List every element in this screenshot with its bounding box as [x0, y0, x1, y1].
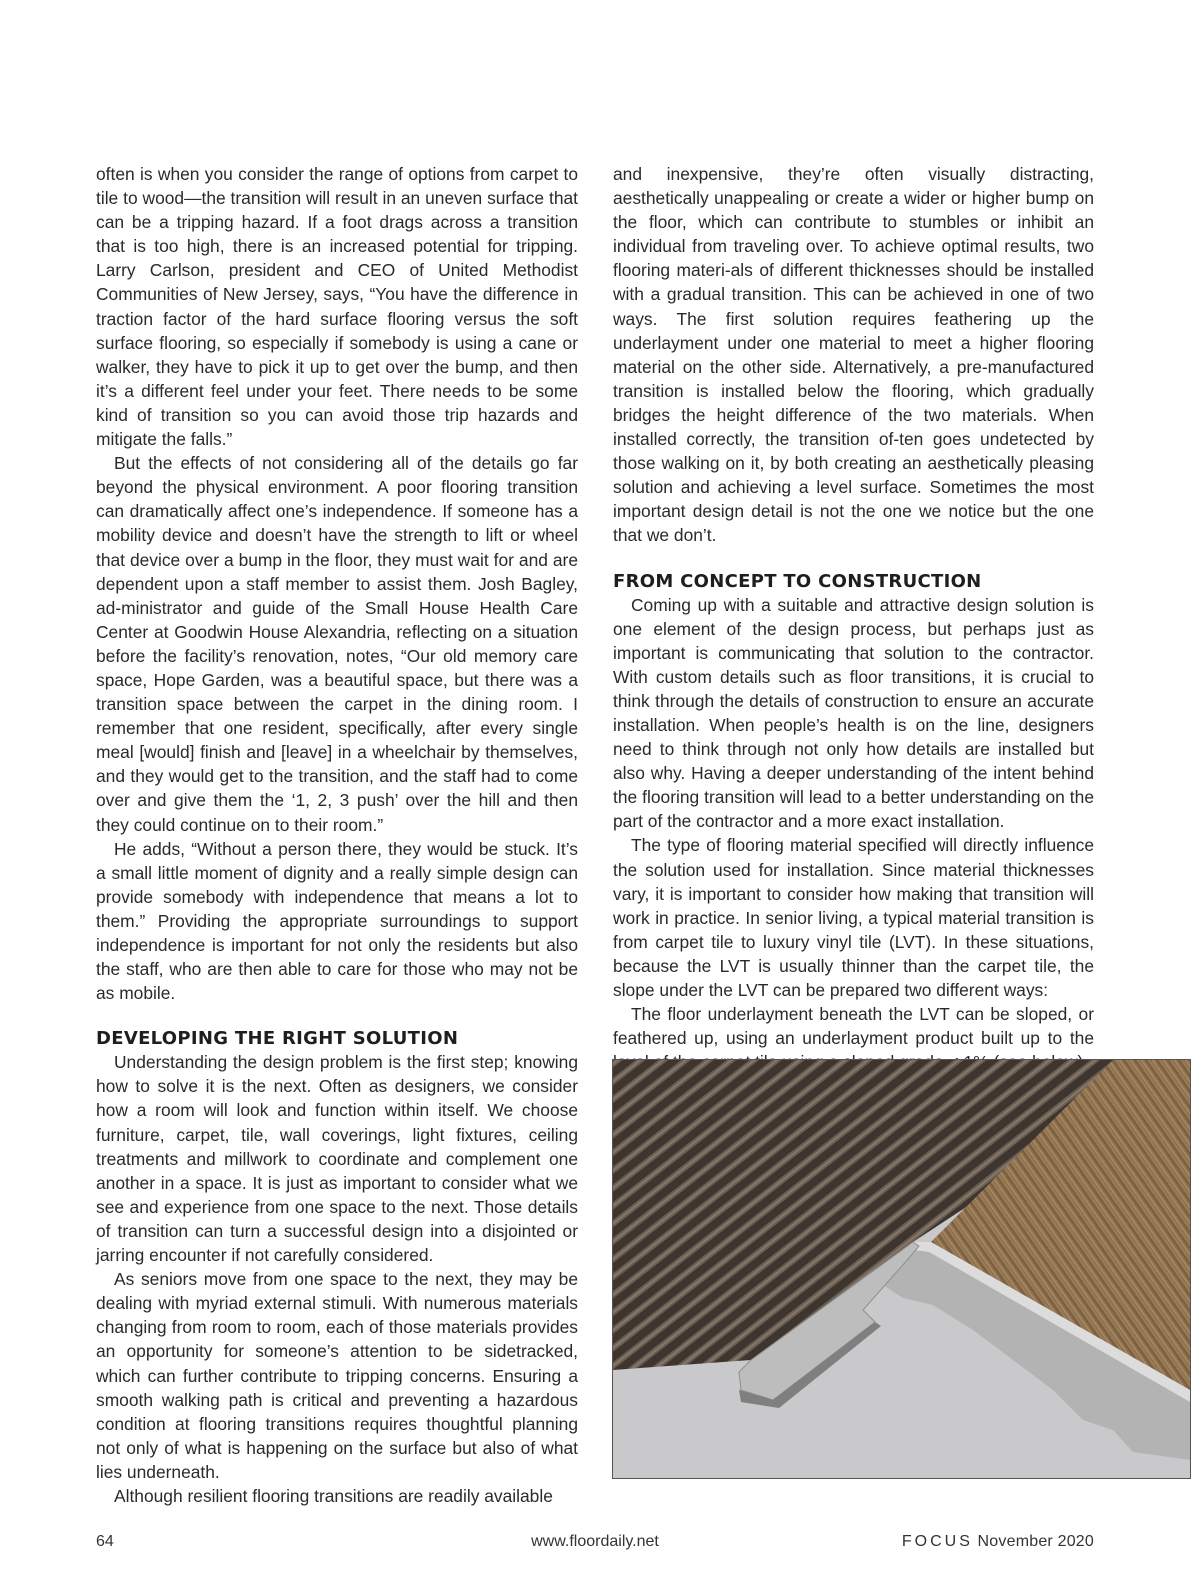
issue-date: November 2020 — [977, 1533, 1094, 1550]
section-heading-developing: DEVELOPING THE RIGHT SOLUTION — [96, 1028, 459, 1050]
left-paragraph-4: Understanding the design problem is the first step; knowing how to solve it is the next. Often as designers, we consider how a room will look and function within itself. We choose furniture, carpet, tile, wall coverings, light fixtures, ceiling treatments and millwork to coordinate and complement one another in a space. It is just as important to consider what we see and experience from one space to the next. Those details of transition can turn a successful design into a disjointed or jarring encounter if not carefully considered. — [96, 1052, 578, 1266]
website-url[interactable]: www.floordaily.net — [531, 1533, 659, 1550]
section-heading-concept: FROM CONCEPT TO CONSTRUCTION — [613, 570, 982, 592]
right-paragraph-2: Coming up with a suitable and attractive design solution is one element of the design process, but perhaps just as important is communicating that solution to the contractor. With custom details such as floor transitions, it is crucial to think through the details of construction to ensure an accurate installation. When people’s health is on the line, designers need to think through not only how details are installed but also why. Having a deeper understanding of the intent behind the flooring transition will lead to a better understanding on the part of the contractor and a more exact installation. — [613, 594, 1094, 832]
right-column — [613, 162, 1094, 1074]
page-number: 64 — [96, 1533, 114, 1550]
publication-info — [902, 1533, 1094, 1551]
left-paragraph-5: As seniors move from one space to the next, they may be dealing with myriad external stimuli. With numerous materials changing from room to room, each of those materials provides an opportunity for someone’s attention to be sidetracked, which can further contribute to tripping concerns. Ensuring a smooth walking path is critical and preventing a hazardous condition at flooring transitions requires thoughtful planning not only of what is happening on the surface but also of what lies underneath. — [96, 1269, 578, 1482]
flooring-transition-photo — [612, 1059, 1191, 1479]
right-paragraph-3: The type of flooring material specified will directly influence the solution used for installation. Since material thicknesses vary, it is important to consider how making that transition will work in practice. In senior living, a typical material transition is from carpet tile to luxury vinyl tile (LVT). In these situations, because the LVT is usually thinner than the carpet tile, the slope under the LVT can be prepared two different ways: — [613, 835, 1094, 1000]
flooring-transition-illustration — [613, 1060, 1190, 1478]
left-paragraph-2: But the effects of not considering all of the details go far beyond the physical environment. A poor flooring transition can dramatically affect one’s independence. If someone has a mobility device and doesn’t have the strength to lift or wheel that device over a bump in the floor, they must wait for and are dependent upon a staff member to assist them. Josh Bagley, ad-ministrator and guide of the Small House Health Care Center at Goodwin House Alexandria, reflecting on a situation before the facility’s renovation, notes, “Our old memory care space, Hope Garden, was a beautiful space, but there was a transition space between the carpet in the dining room. I remember that one resident, specifically, after every single meal [would] finish and [leave] in a wheelchair by themselves, and they would get to the transition, and the staff had to come over and give them the ‘1, 2, 3 push’ over the hill and then they could continue on to their room.” — [96, 453, 578, 835]
publication-name: FOCUS — [901, 1533, 973, 1550]
left-paragraph-1: often is when you consider the range of options from carpet to tile to wood—the transition will result in an uneven surface that can be a tripping hazard. If a foot drags across a transition that is too high, there is an increased potential for tripping. Larry Carlson, president and CEO of United Methodist Communities of New Jersey, says, “You have the difference in traction factor of the hard surface flooring versus the soft surface flooring, so especially if somebody is using a cane or walker, they have to pick it up to get over the bump, and then it’s a different feel under your feet. There needs to be some kind of transition so you can avoid those trip hazards and mitigate the falls.” — [96, 164, 578, 450]
right-paragraph-1: and inexpensive, they’re often visually distracting, aesthetically unappealing or create a wider or higher bump on the floor, which can contribute to stumbles or inhibit an individual from traveling over. To achieve optimal results, two flooring materi-als of different thicknesses should be installed with a gradual transition. This can be achieved in one of two ways. The first solution requires feathering up the underlayment under one material to meet a higher flooring material on the other side. Alternatively, a pre-manufactured transition is installed below the flooring, which gradually bridges the height difference of the two materials. When installed correctly, the transition of-ten goes undetected by those walking on it, by both creating an aesthetically pleasing solution and achieving a level surface. Sometimes the most important design detail is not the one we notice but the one that we don’t. — [613, 164, 1094, 546]
left-column — [96, 162, 578, 1508]
right-paragraph-4: The floor underlayment beneath the LVT can be sloped, or feathered up, using an underlayment product built up to the — [613, 1004, 1094, 1049]
left-paragraph-6: Although resilient flooring transitions are readily available — [114, 1485, 553, 1506]
left-paragraph-3: He adds, “Without a person there, they would be stuck. It’s a small little moment of dignity and a really simple design can provide somebody with independence that means a lot to them.” Providing the appropriate surroundings to support independence is important for not only the residents but also the staff, who are then able to care for those who may not be as mobile. — [96, 838, 578, 1004]
